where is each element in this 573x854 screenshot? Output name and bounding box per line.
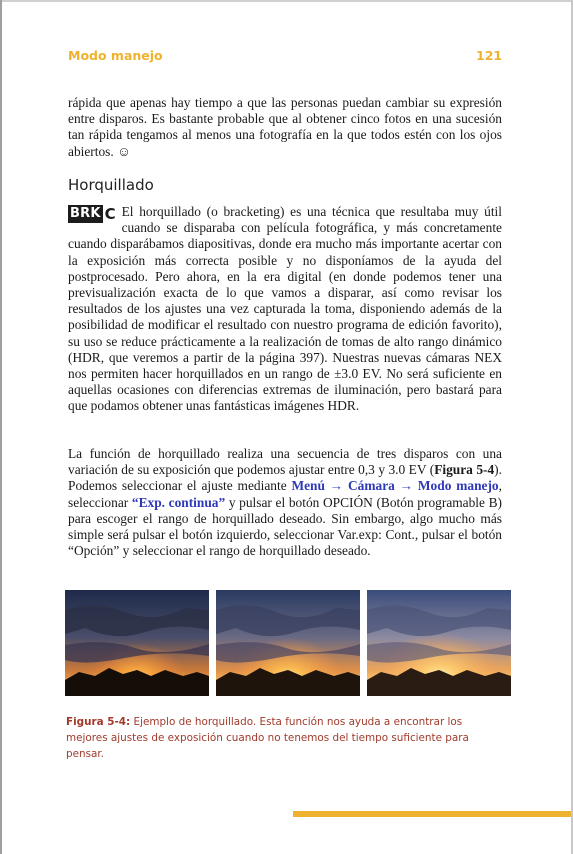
brk-icon-label: BRK — [70, 206, 101, 221]
paragraph-bracketing-intro — [68, 204, 502, 415]
footer-accent-bar — [293, 811, 571, 817]
brk-mode-icon — [68, 205, 116, 223]
p3-text-4: y pulsar el botón OPCIÓN (Botón programable B) para escoger el rango de horquillado deseado. Sin embargo, algo mucho más simple será pulsar el botón izquierdo, seleccionar Var.exp: Cont., pulsar el botón “Opción” y seleccionar el rango de horquillado deseado. — [68, 494, 503, 559]
brk-icon-suffix: C — [104, 205, 116, 223]
sunset-photo-3 — [367, 590, 511, 696]
page-top-edge — [0, 0, 573, 2]
sunset-photo-1 — [65, 590, 209, 696]
paragraph-bracketing-function — [68, 446, 502, 559]
figure-caption-text: Ejemplo de horquillado. Esta función nos ayuda a encontrar los mejores ajustes de exposición cuando no tenemos del tiempo suficiente para pensar. — [66, 716, 469, 760]
sunset-photo-2 — [216, 590, 360, 696]
menu-option-reference: “Exp. continua” — [131, 494, 226, 510]
running-header-title: Modo manejo — [68, 48, 163, 63]
figure-caption — [66, 714, 506, 762]
figure-caption-label: Figura 5-4: — [66, 716, 131, 728]
paragraph-continued: rápida que apenas hay tiempo a que las personas puedan cambiar su expresión entre disparos. Es bastante probable que al obtener cinco fotos en una sucesión tan rápida tengamos al menos una fotografía en la que todos estén con los ojos abiertos. ☺ — [68, 95, 502, 159]
page-number: 121 — [476, 48, 503, 63]
figure-photos — [65, 590, 511, 696]
section-heading: Horquillado — [68, 176, 154, 194]
p3-text-3: , seleccionar — [68, 478, 502, 510]
figure-reference: Figura 5-4 — [434, 462, 495, 478]
p3-text-1: La función de horquillado realiza una secuencia de tres disparos con una variación de su exposición que podemos ajustar entre 0,3 y 3.0 EV ( — [68, 446, 502, 478]
menu-path-reference: Menú → Cámara → Modo manejo — [291, 478, 499, 494]
page-left-edge — [0, 0, 2, 854]
p3-text-2: ). Podemos seleccionar el ajuste mediante — [68, 462, 502, 494]
paragraph-bracketing-text: El horquillado (o bracketing) es una técnica que resultaba muy útil cuando se disparaba con película fotográfica, y más concretamente cuando disparábamos diapositivas, donde era mucho más importante acertar con la exposición más correcta posible y no disponíamos de la ayuda del postprocesado. Pero ahora, en la era digital (en donde podemos tener una previsualización exacta de lo que vamos a disparar, así como revisar los resultados de los ajustes una vez capturada la toma, disponiendo además de la posibilidad de modificar el resultado con nuestro programa de edición favorito), su uso se reduce prácticamente a la realización de tomas de alto rango dinámico (HDR, que veremos a partir de la página 397). Nuestras nuevas cámaras NEX nos permiten hacer horquillados en un rango de ±3.0 EV. No será suficiente en aquellas ocasiones con diferencias extremas de iluminación, pero bastará para que podamos obtener unas fantásticas imágenes HDR. — [68, 204, 502, 414]
